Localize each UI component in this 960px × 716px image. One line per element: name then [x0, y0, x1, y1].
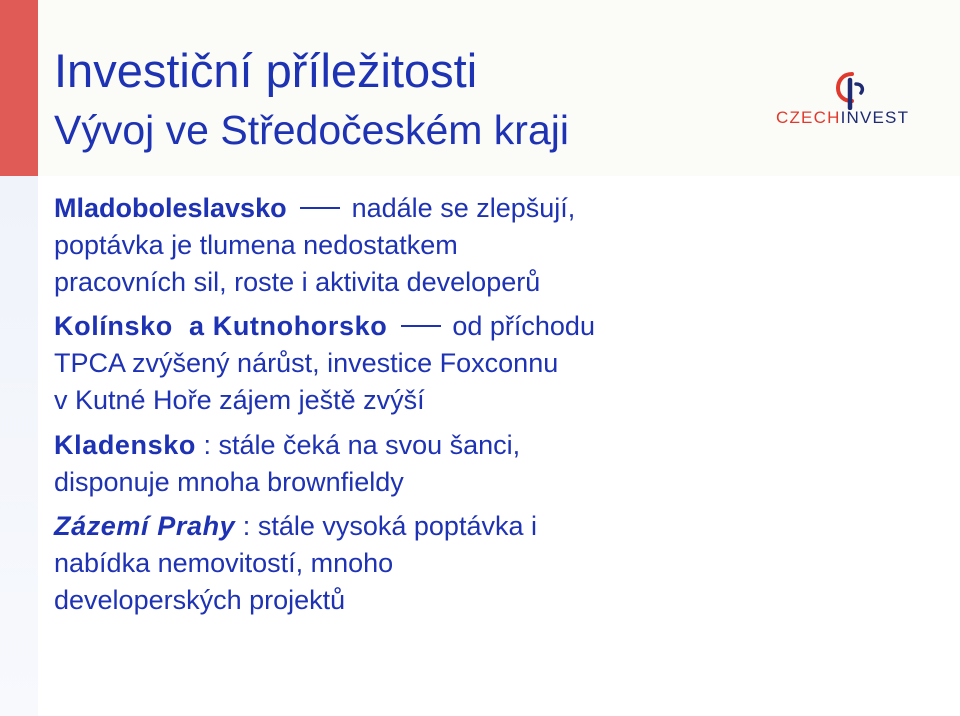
paragraph-line: stále vysoká poptávka i: [257, 511, 537, 542]
logo-wordmark: [776, 108, 928, 128]
dash-separator: [300, 207, 340, 209]
paragraph-line: disponuje mnoha brownfieldy: [54, 466, 404, 497]
paragraph-line: poptávka je tlumena nedostatkem: [54, 229, 458, 260]
accent-bar-pale: [0, 176, 38, 716]
paragraph-line: TPCA zvýšený nárůst, investice Foxconnu: [54, 348, 559, 379]
paragraph-kladensko: [54, 427, 754, 501]
slide-subtitle: Vývoj ve Středočeském kraji: [54, 107, 569, 153]
czechinvest-logo-mark-icon: [834, 70, 868, 110]
paragraph-mladoboleslavsko: [54, 190, 754, 300]
paragraph-lead: Kladensko: [54, 429, 196, 460]
colon-separator: :: [242, 511, 251, 542]
czechinvest-logo: [776, 70, 928, 130]
paragraph-line: od příchodu: [452, 311, 595, 342]
content-list: [54, 190, 754, 619]
paragraph-zazemi-prahy: [54, 508, 754, 618]
paragraph-line: stále čeká na svou šanci,: [218, 429, 521, 460]
paragraph-line: v Kutné Hoře zájem ještě zvýší: [54, 384, 425, 415]
paragraph-line: nadále se zlepšují,: [351, 193, 576, 223]
paragraph-kolinsko: [54, 308, 754, 418]
paragraph-line: nabídka nemovitostí, mnoho: [54, 548, 394, 579]
paragraph-lead: Kolínsko a Kutnohorsko: [54, 311, 388, 342]
dash-separator: [401, 325, 441, 327]
colon-separator: :: [203, 429, 211, 460]
paragraph-lead: Zázemí Prahy: [54, 511, 236, 542]
paragraph-line: pracovních sil, roste i aktivita developerů: [54, 266, 541, 297]
logo-text-invest: INVEST: [840, 108, 910, 127]
accent-bar-red: [0, 0, 38, 176]
paragraph-line: developerských projektů: [54, 584, 346, 615]
logo-text-czech: CZECH: [776, 108, 841, 127]
slide-title: Investiční příležitosti: [54, 44, 478, 97]
paragraph-lead: Mladoboleslavsko: [54, 193, 287, 223]
